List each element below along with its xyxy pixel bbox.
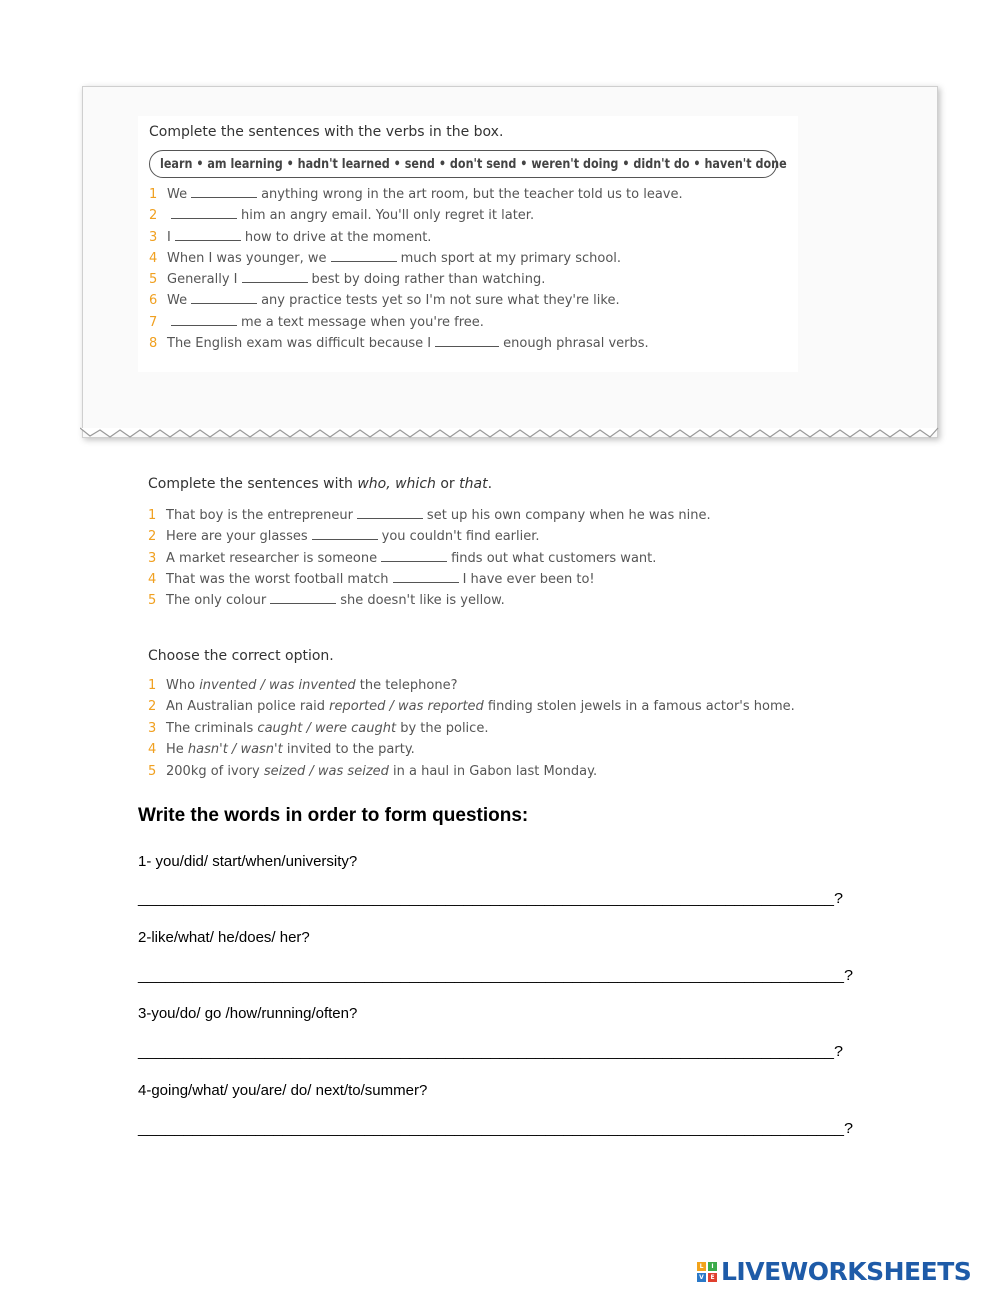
item-text-start: He [166,742,188,757]
logo-block: E [708,1273,717,1282]
word-separator: • [689,156,705,172]
exercise3-title: Choose the correct option. [148,648,334,664]
item-text-end: she doesn't like is yellow. [340,593,505,608]
word-separator: • [434,156,450,172]
exercise1-item [149,292,620,308]
item-text-end: the telephone? [355,678,458,693]
exercise2-item [148,528,540,544]
option-choice[interactable]: seized / was seized [263,764,389,779]
item-text-end: any practice tests yet so I'm not sure what they're like. [261,293,620,308]
word-separator: • [192,156,208,172]
exercise1-item [149,335,649,351]
option-choice[interactable]: caught / were caught [257,721,397,736]
answer-blank[interactable] [191,186,257,198]
item-text-start: The criminals [166,721,258,736]
item-text-end: best by doing rather than watching. [311,272,546,287]
question-prompt: 2-like/what/ he/does/ her? [138,929,310,946]
item-text-start: Here are your glasses [166,529,308,544]
liveworksheets-logo [697,1257,971,1286]
item-number: 3 [148,721,157,736]
item-number: 2 [148,699,157,714]
word-box-item: learn [160,156,193,172]
answer-line[interactable]: ______________________________________________________________________________? [138,1120,853,1137]
exercise3-item [148,742,415,757]
word-box-item: haven't done [704,156,787,172]
exercise1-title: Complete the sentences with the verbs in the box. [149,124,504,140]
exercise1-item [149,229,431,245]
logo-block: L [697,1262,706,1271]
option-choice[interactable]: invented / was invented [199,678,356,693]
item-number: 3 [148,551,157,566]
answer-blank[interactable] [357,507,423,519]
item-text-end: set up his own company when he was nine. [426,508,711,523]
exercise2-title: Complete the sentences with who, which or that. [148,476,493,492]
exercise1-item [149,186,683,202]
item-text-start: Generally I [167,272,238,287]
question-prompt: 4-going/what/ you/are/ do/ next/to/summer? [138,1082,428,1099]
question-prompt: 1- you/did/ start/when/university? [138,853,358,870]
item-text-start: A market researcher is someone [166,551,378,566]
item-text-start: Who [166,678,200,693]
exercise2-item [148,550,656,566]
answer-blank[interactable] [191,292,257,304]
item-number: 4 [149,251,158,266]
item-text-end: how to drive at the moment. [244,230,432,245]
word-box-item: didn't do [633,156,690,172]
question-prompt: 3-you/do/ go /how/running/often? [138,1005,358,1022]
option-choice[interactable]: reported / was reported [329,699,484,714]
answer-blank[interactable] [242,271,308,283]
item-number: 1 [148,508,157,523]
exercise1-item [149,314,484,330]
answer-blank[interactable] [175,229,241,241]
item-text-start: That was the worst football match [166,572,389,587]
exercise4-title: Write the words in order to form questions: [138,805,529,826]
item-number: 5 [148,593,157,608]
item-text-start: The English exam was difficult because I [167,336,432,351]
torn-edge [80,426,940,442]
item-text-end: finding stolen jewels in a famous actor's home. [483,699,795,714]
exercise3-item [148,699,795,714]
item-text-end: you couldn't find earlier. [381,529,540,544]
answer-line[interactable]: _____________________________________________________________________________? [138,890,843,907]
word-box-item: am learning [207,156,283,172]
item-number: 2 [149,208,158,223]
item-number: 3 [149,230,158,245]
logo-text: LIVEWORKSHEETS [721,1257,972,1286]
word-box-item: don't send [449,156,517,172]
answer-blank[interactable] [381,550,447,562]
word-box-item: hadn't learned [297,156,390,172]
item-number: 2 [148,529,157,544]
word-separator: • [516,156,532,172]
answer-blank[interactable] [435,335,499,347]
item-text-end: enough phrasal verbs. [503,336,649,351]
item-text-end: me a text message when you're free. [241,315,484,330]
exercise1-item [149,207,534,223]
item-number: 1 [148,678,157,693]
item-number: 5 [148,764,157,779]
logo-block: V [697,1273,706,1282]
answer-blank[interactable] [331,250,397,262]
logo-blocks-icon [697,1262,717,1282]
answer-blank[interactable] [171,207,237,219]
answer-blank[interactable] [171,314,237,326]
exercise2-item [148,592,505,608]
item-text-start: We [167,187,188,202]
word-box-item: weren't doing [531,156,619,172]
exercise2-item [148,507,711,523]
answer-blank[interactable] [393,571,459,583]
answer-blank[interactable] [270,592,336,604]
item-text-start: The only colour [166,593,267,608]
option-choice[interactable]: hasn't / wasn't [187,742,283,757]
item-text-end: by the police. [396,721,489,736]
answer-line[interactable]: _____________________________________________________________________________? [138,1043,843,1060]
word-box-words [160,157,787,172]
item-number: 5 [149,272,158,287]
item-text-end: much sport at my primary school. [400,251,622,266]
word-separator: • [282,156,298,172]
item-text-start: I [167,230,171,245]
item-text-end: finds out what customers want. [451,551,657,566]
item-number: 4 [148,742,157,757]
item-text-start: 200kg of ivory [166,764,264,779]
item-number: 6 [149,293,158,308]
item-text-start: An Australian police raid [166,699,330,714]
exercise3-item [148,721,488,736]
logo-block: I [708,1262,717,1271]
item-text-end: him an angry email. You'll only regret it later. [241,208,535,223]
item-text-end: anything wrong in the art room, but the teacher told us to leave. [261,187,683,202]
item-number: 8 [149,336,158,351]
item-text-start: When I was younger, we [167,251,327,266]
exercise3-item [148,678,457,693]
answer-line[interactable]: ______________________________________________________________________________? [138,967,853,984]
item-text-start: We [167,293,188,308]
item-text-start: That boy is the entrepreneur [166,508,353,523]
exercise3-item [148,764,597,779]
item-text-end: I have ever been to! [462,572,595,587]
word-box-item: send [404,156,435,172]
word-separator: • [389,156,405,172]
word-box [149,150,787,178]
item-number: 4 [148,572,157,587]
item-text-end: invited to the party. [282,742,415,757]
answer-blank[interactable] [312,528,378,540]
exercise1-item [149,250,621,266]
word-separator: • [618,156,634,172]
item-number: 1 [149,187,158,202]
item-number: 7 [149,315,158,330]
exercise2-item [148,571,595,587]
item-text-end: in a haul in Gabon last Monday. [388,764,598,779]
exercise1-item [149,271,545,287]
